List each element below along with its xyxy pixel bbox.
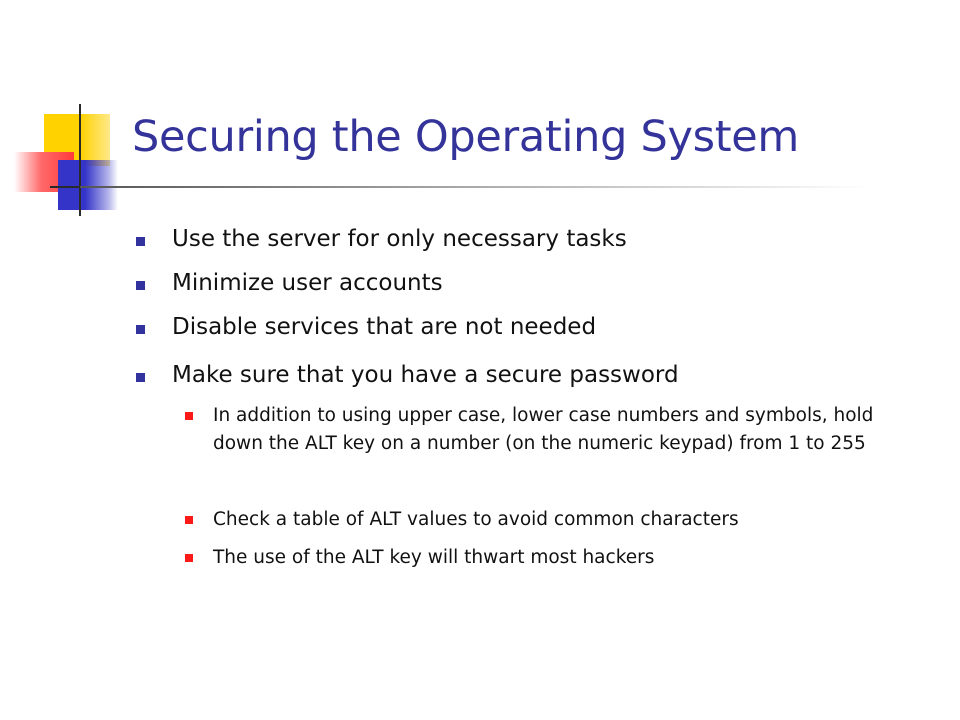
sub-bullet-text: Check a table of ALT values to avoid common characters [213,509,739,530]
bullet-item [172,226,627,252]
square-bullet-icon [136,237,145,246]
square-bullet-icon [136,281,145,290]
square-sub-bullet-icon [185,412,193,420]
bullet-item [172,362,679,388]
bullet-item [172,270,443,296]
sub-bullet-item [213,506,893,534]
slide-title: Securing the Operating System [132,112,800,162]
sub-bullet-text: In addition to using upper case, lower case numbers and symbols, hold down the ALT key on a number (on the numeric keypad) from 1 to 255 [213,405,874,454]
sub-bullet-item [213,544,893,572]
bullet-text: Disable services that are not needed [172,314,597,340]
bullet-item [172,314,596,340]
sub-bullet-item [213,402,893,458]
bullet-text: Minimize user accounts [172,270,443,296]
sub-bullet-text: The use of the ALT key will thwart most hackers [213,547,655,568]
square-bullet-icon [136,325,145,334]
square-sub-bullet-icon [185,554,193,562]
square-sub-bullet-icon [185,516,193,524]
bullet-text: Use the server for only necessary tasks [172,226,627,252]
bullet-text: Make sure that you have a secure password [172,362,679,388]
square-bullet-icon [136,373,145,382]
